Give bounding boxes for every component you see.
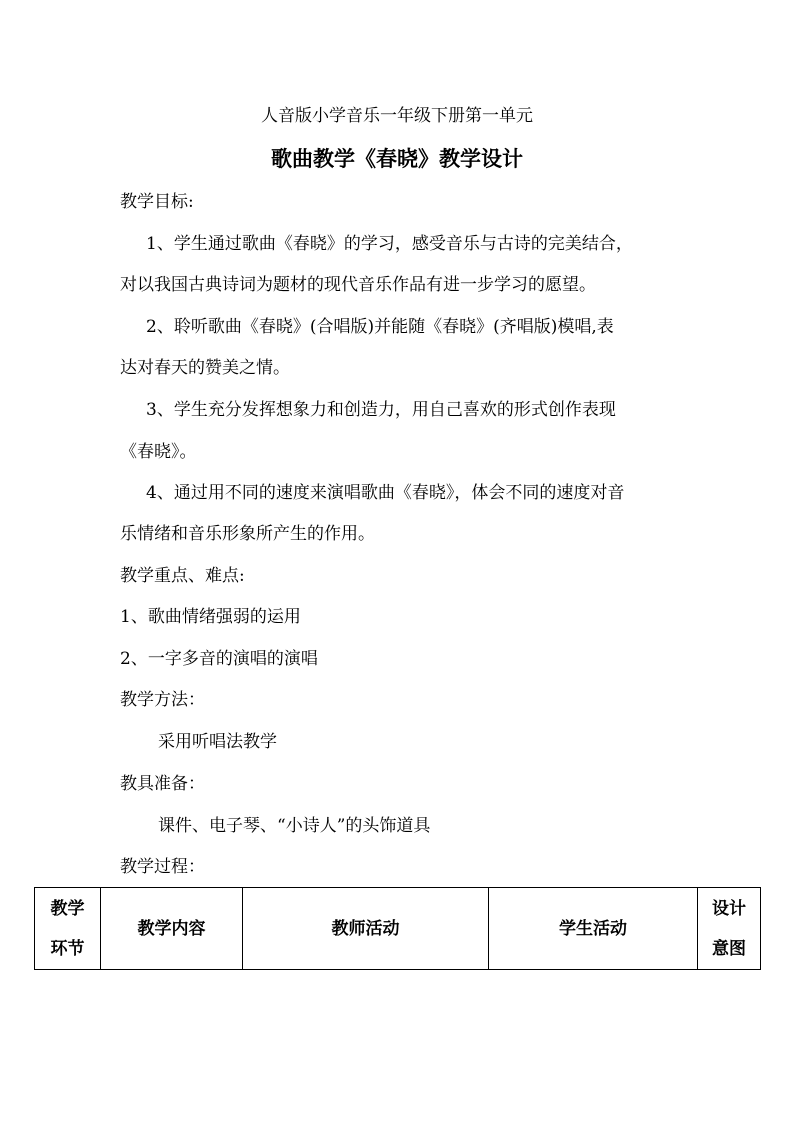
objective-4-line-1: 4、通过用不同的速度来演唱歌曲《春晓》，体会不同的速度对音	[146, 483, 625, 503]
method-heading: 教学方法：	[120, 690, 205, 710]
header-content: 教学内容	[101, 888, 243, 970]
header-intent-line-1: 设计	[712, 898, 746, 919]
objectives-heading: 教学目标:	[120, 192, 194, 212]
header-intent-line-2: 意图	[712, 938, 746, 959]
objective-1-line-1: 1、学生通过歌曲《春晓》的学习，感受音乐与古诗的完美结合，	[146, 234, 633, 254]
header-teacher-activity: 教师活动	[243, 888, 489, 970]
header-design-intent	[698, 888, 761, 970]
objective-2-line-2: 达对春天的赞美之情。	[120, 358, 290, 378]
header-student-activity: 学生活动	[489, 888, 698, 970]
method-text: 采用听唱法教学	[158, 732, 277, 752]
process-heading: 教学过程：	[120, 857, 205, 877]
header-stage-line-2: 环节	[50, 938, 85, 959]
objective-3-line-2: 《春晓》。	[120, 442, 197, 462]
objective-1-line-2: 对以我国古典诗词为题材的现代音乐作品有进一步学习的愿望。	[120, 275, 596, 295]
key-points-heading: 教学重点、难点:	[120, 566, 245, 586]
objective-3-line-1: 3、学生充分发挥想象力和创造力，用自己喜欢的形式创作表现	[146, 400, 616, 420]
document-subtitle: 人音版小学音乐一年级下册第一单元	[261, 106, 533, 126]
objective-4-line-2: 乐情绪和音乐形象所产生的作用。	[120, 524, 375, 544]
objective-2-line-1: 2、聆听歌曲《春晓》(合唱版)并能随《春晓》(齐唱版)模唱,表	[146, 317, 614, 337]
table-header-row	[35, 888, 761, 970]
header-stage-line-1: 教学	[50, 898, 85, 919]
materials-heading: 教具准备：	[120, 774, 205, 794]
header-stage	[35, 888, 101, 970]
key-point-2: 2、一字多音的演唱的演唱	[120, 649, 318, 669]
process-table	[34, 887, 761, 970]
key-point-1: 1、歌曲情绪强弱的运用	[120, 607, 301, 627]
document-title: 歌曲教学《春晓》教学设计	[271, 146, 523, 171]
materials-text: 课件、电子琴、“小诗人”的头饰道具	[158, 816, 431, 836]
